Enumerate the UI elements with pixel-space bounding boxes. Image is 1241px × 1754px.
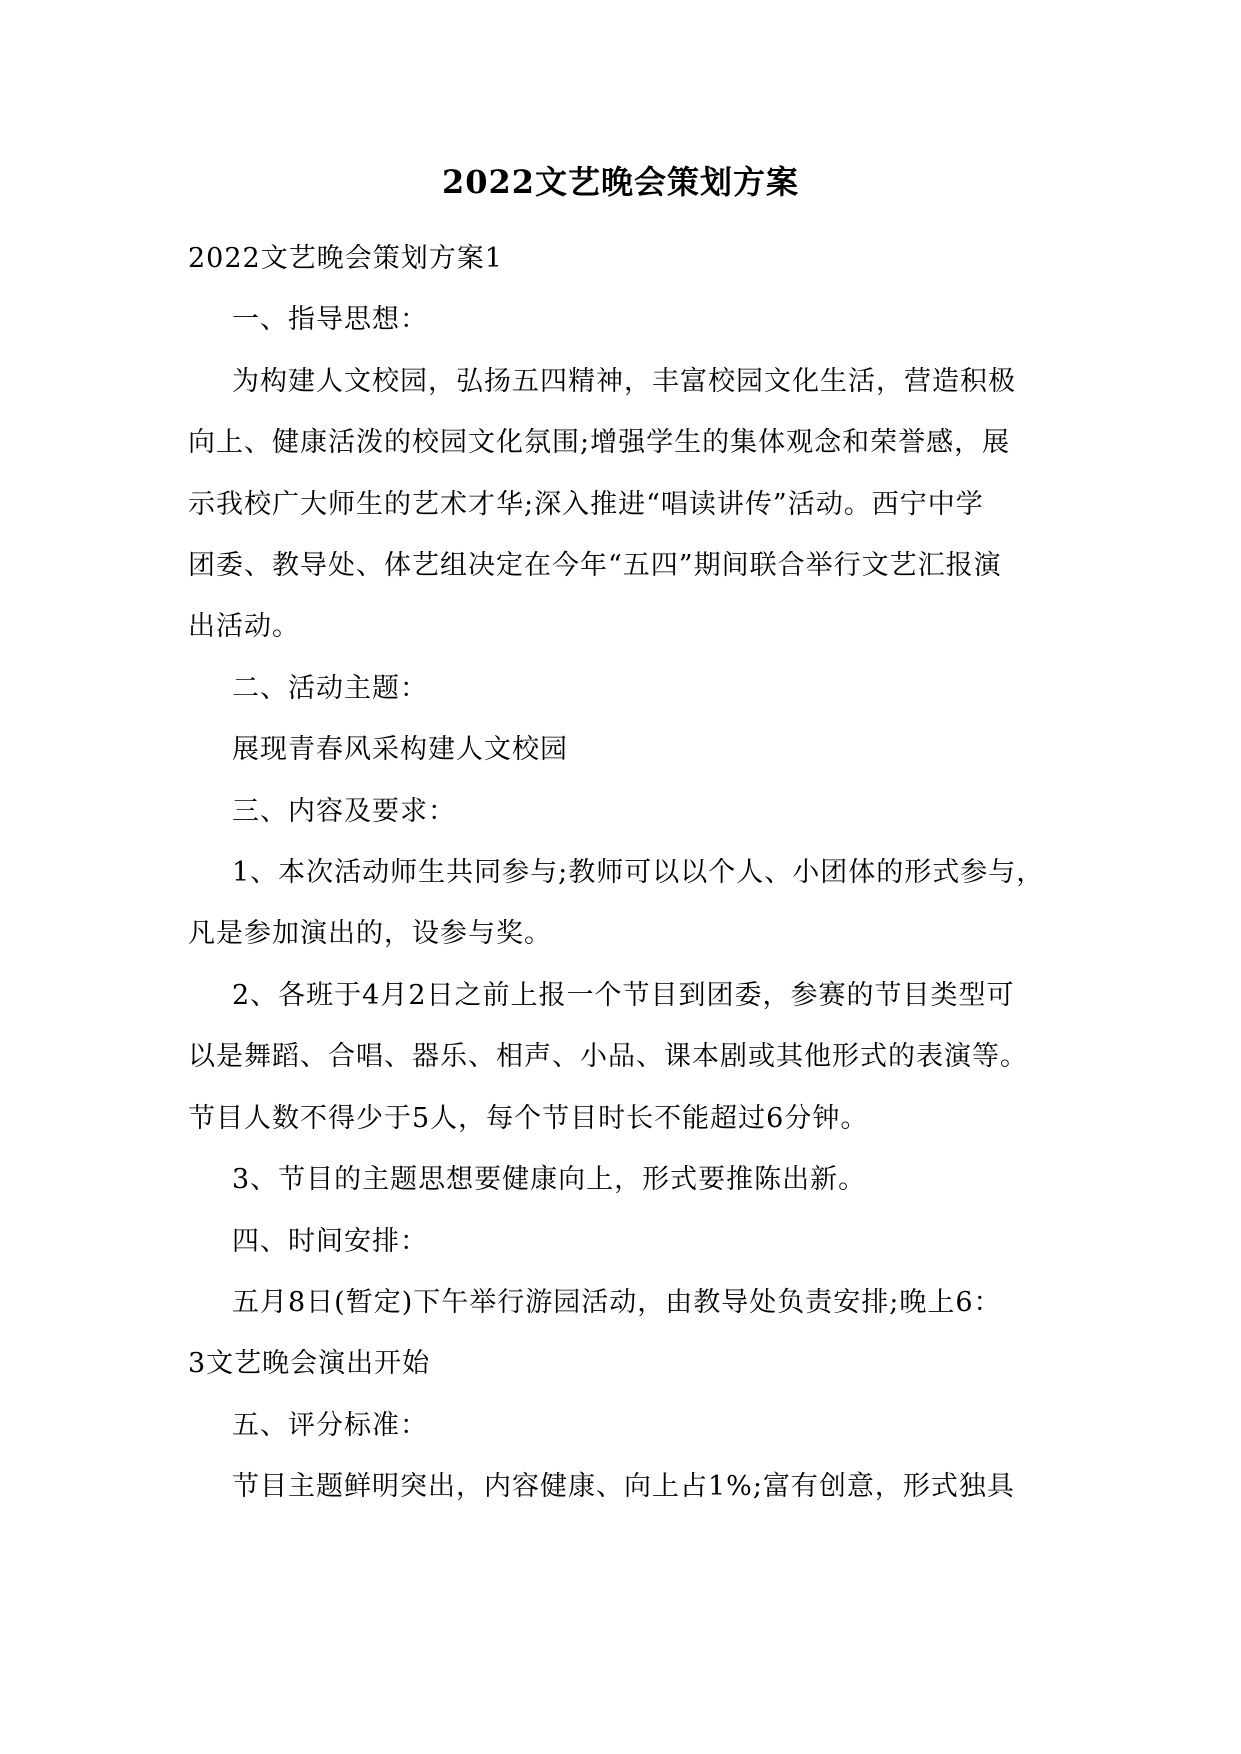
paragraph-line: 节目人数不得少于5人，每个节目时长不能超过6分钟。 [188,1102,869,1134]
paragraph-line: 3文艺晚会演出开始 [188,1348,431,1380]
section-heading-schedule: 四、时间安排： [232,1225,428,1257]
section-heading-guiding-thought: 一、指导思想： [232,304,428,336]
paragraph-line: 为构建人文校园，弘扬五四精神，丰富校园文化生活，营造积极 [232,365,1016,397]
paragraph-line: 3、节目的主题思想要健康向上，形式要推陈出新。 [232,1164,867,1196]
paragraph-line: 团委、教导处、体艺组决定在今年“五四”期间联合举行文艺汇报演 [188,550,1002,582]
paragraph-line: 出活动。 [188,611,300,643]
section-heading-requirements: 三、内容及要求： [232,795,456,827]
document-title: 2022文艺晚会策划方案 [441,163,800,201]
section-heading-scoring: 五、评分标准： [232,1409,428,1441]
paragraph-line: 以是舞蹈、合唱、器乐、相声、小品、课本剧或其他形式的表演等。 [188,1041,1028,1073]
paragraph-line: 1、本次活动师生共同参与;教师可以以个人、小团体的形式参与， [232,857,1045,889]
paragraph-line: 凡是参加演出的，设参与奖。 [188,918,552,950]
subtitle-line: 2022文艺晚会策划方案1 [188,243,503,274]
document-body [188,228,1068,1518]
paragraph-line: 示我校广大师生的艺术才华;深入推进“唱读讲传”活动。西宁中学 [188,488,984,520]
paragraph-line: 节目主题鲜明突出，内容健康、向上占1%;富有创意，形式独具 [232,1471,1015,1503]
paragraph-line: 2、各班于4月2日之前上报一个节目到团委，参赛的节目类型可 [232,979,1015,1011]
paragraph-line: 向上、健康活泼的校园文化氛围;增强学生的集体观念和荣誉感，展 [188,427,1011,459]
section-heading-theme: 二、活动主题： [232,672,428,704]
paragraph-line: 展现青春风采构建人文校园 [232,734,568,766]
paragraph-line: 五月8日(暂定)下午举行游园活动，由教导处负责安排;晚上6： [232,1286,1002,1318]
